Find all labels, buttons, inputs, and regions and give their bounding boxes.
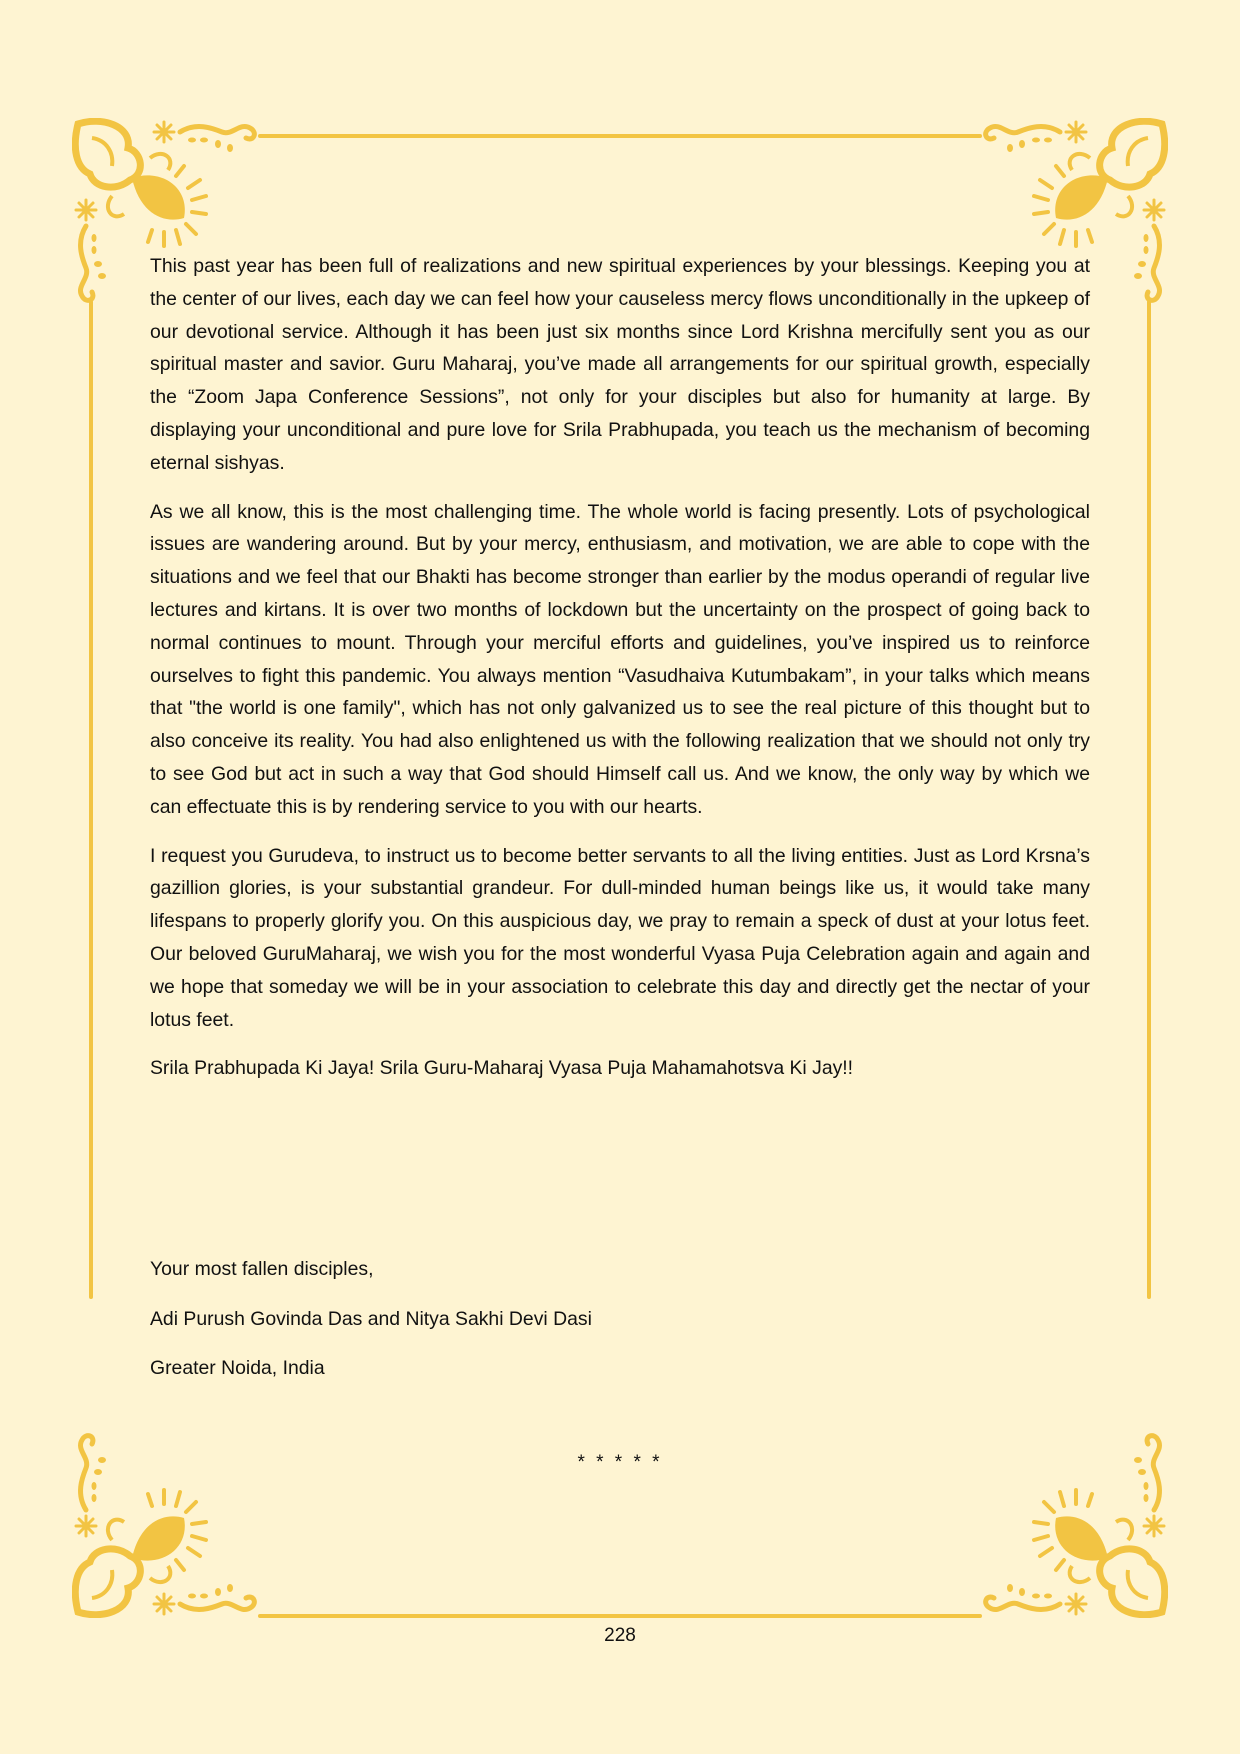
letter-body bbox=[150, 250, 1090, 1085]
corner-ornament-bottom-right bbox=[968, 1418, 1168, 1618]
floral-ornament-icon bbox=[968, 1418, 1168, 1618]
paragraph-2: As we all know, this is the most challenging time. The whole world is facing presently. Lots of psychological issues are wandering around. But by your mercy, enthusiasm, and motivation, we are able to cope with the situations and we feel that our Bhakti has become stronger than earlier by the modus operandi of regular live lectures and kirtans. It is over two months of lockdown but the uncertainty on the prospect of going back to normal continues to mount. Through your merciful efforts and guidelines, you’ve inspired us to reinforce ourselves to fight this pandemic. You always mention “Vasudhaiva Kutumbakam”, in your talks which means that "the world is one family", which has not only galvanized us to see the real picture of this thought but to also conceive its reality. You had also enlightened us with the following realization that we should not only try to see God but act in such a way that God should Himself call us. And we know, the only way by which we can effectuate this is by rendering service to you with our hearts. bbox=[150, 500, 1090, 818]
corner-ornament-bottom-left bbox=[72, 1418, 272, 1618]
border-top-line bbox=[258, 134, 982, 138]
paragraph-1: This past year has been full of realizations and new spiritual experiences by your blessings. Keeping you at the center of our lives, each day we can feel how your causeless mercy flows unconditionally in the upkeep of our devotional service. Although it has been just six months since Lord Krishna mercifully sent you as our spiritual master and savior. Guru Maharaj, you’ve made all arrangements for our spiritual growth, especially the “Zoom Japa Conference Sessions”, not only for your disciples but also for humanity at large. By displaying your unconditional and pure love for Srila Prabhupada, you teach us the mechanism of becoming eternal sishyas. bbox=[150, 255, 1090, 474]
authors: Adi Purush Govinda Das and Nitya Sakhi Devi Dasi bbox=[150, 1308, 592, 1330]
floral-ornament-icon bbox=[72, 1418, 272, 1618]
border-right-line bbox=[1147, 300, 1151, 1299]
border-left-line bbox=[89, 300, 93, 1299]
paragraph-3: I request you Gurudeva, to instruct us to become better servants to all the living entities. Just as Lord Krsna’s gazillion glories, is your substantial grandeur. For dull-minded human beings like us, it would take many lifespans to properly glorify you. On this auspicious day, we pray to remain a speck of dust at your lotus feet. Our beloved GuruMaharaj, we wish you for the most wonderful Vyasa Puja Celebration again and again and we hope that someday we will be in your association to celebrate this day and directly get the nectar of your lotus feet. bbox=[150, 844, 1090, 1031]
signoff: Your most fallen disciples, bbox=[150, 1258, 374, 1280]
location: Greater Noida, India bbox=[150, 1357, 325, 1379]
border-bottom-line bbox=[258, 1614, 982, 1618]
section-separator: * * * * * bbox=[577, 1452, 663, 1473]
page-number: 228 bbox=[604, 1625, 636, 1646]
closing-jaya: Srila Prabhupada Ki Jaya! Srila Guru-Maharaj Vyasa Puja Mahamahotsva Ki Jay!! bbox=[150, 1057, 854, 1080]
